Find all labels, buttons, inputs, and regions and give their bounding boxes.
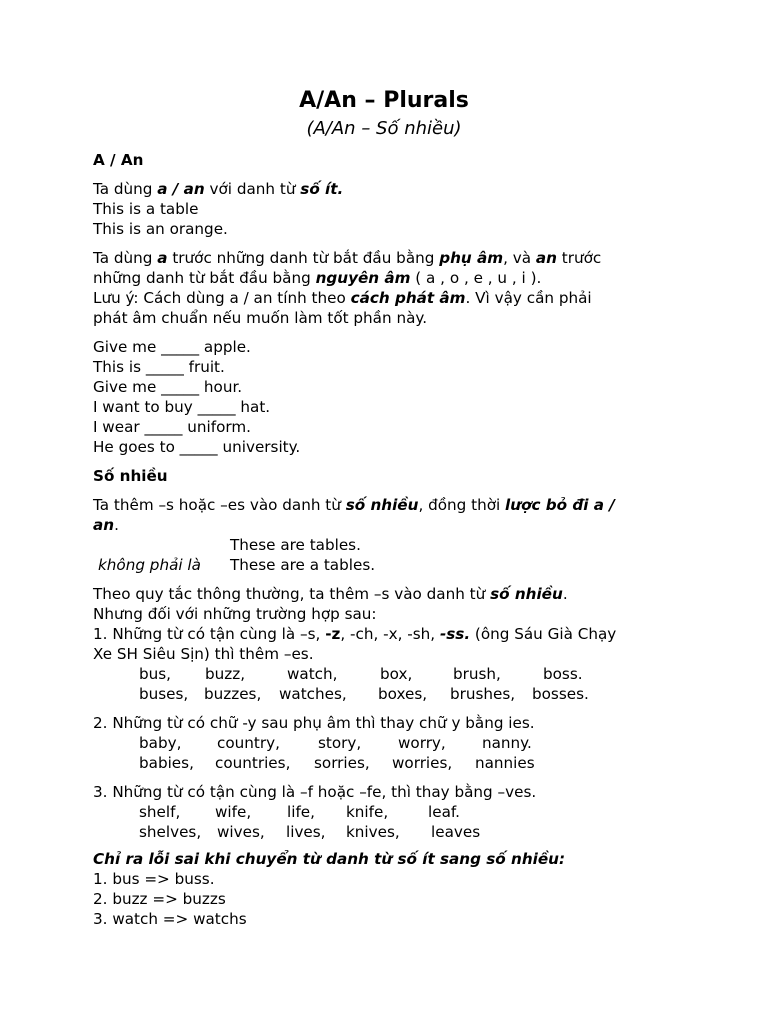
- plural-paragraph: an.: [93, 516, 119, 534]
- word: brush,: [453, 665, 501, 683]
- plural-paragraph: Ta thêm –s hoặc –es vào danh từ số nhiều, đồng thời lược bỏ đi a /: [93, 496, 615, 514]
- word: buzz,: [205, 665, 246, 683]
- word: babies,: [139, 754, 194, 772]
- word: box,: [380, 665, 413, 683]
- page-title: A/An – Plurals: [299, 88, 469, 113]
- word: watch,: [287, 665, 338, 683]
- section-heading-a-an: A / An: [93, 151, 144, 169]
- word: worries,: [392, 754, 453, 772]
- word: leaves: [431, 823, 481, 841]
- word: watches,: [279, 685, 347, 703]
- word: brushes,: [450, 685, 516, 703]
- word: bosses.: [532, 685, 589, 703]
- rule-intro: Theo quy tắc thông thường, ta thêm –s vào danh từ số nhiều.: [93, 585, 568, 603]
- example-sentence: These are a tables.: [230, 556, 376, 574]
- rule-1: Xe SH Siêu Sịn) thì thêm –es.: [93, 645, 314, 663]
- example-sentence: These are tables.: [230, 536, 361, 554]
- word: shelf,: [139, 803, 181, 821]
- word: buzzes,: [204, 685, 262, 703]
- task-item: 2. buzz => buzzs: [93, 890, 226, 908]
- rule-1: 1. Những từ có tận cùng là –s, -z, -ch, -x, -sh, -ss. (ông Sáu Già Chạy: [93, 625, 617, 643]
- word: bus,: [139, 665, 172, 683]
- document-body: [93, 150, 693, 929]
- exercise-item: He goes to _____ university.: [93, 438, 301, 456]
- word: shelves,: [139, 823, 202, 841]
- example-row: [93, 555, 693, 575]
- word: lives,: [286, 823, 326, 841]
- word: leaf.: [428, 803, 460, 821]
- word: story,: [318, 734, 362, 752]
- word: worry,: [398, 734, 446, 752]
- pronunciation-note: Lưu ý: Cách dùng a / an tính theo cách phát âm. Vì vậy cần phải: [93, 289, 592, 307]
- word: knife,: [346, 803, 389, 821]
- word-row-singular: [93, 664, 693, 684]
- word: wife,: [215, 803, 252, 821]
- word-row-plural: [93, 684, 693, 704]
- word: nannies: [475, 754, 535, 772]
- task-item: 1. bus => buss.: [93, 870, 215, 888]
- rule-3: 3. Những từ có tận cùng là –f hoặc –fe, thì thay bằng –ves.: [93, 783, 537, 801]
- word: knives,: [346, 823, 400, 841]
- example-sentence: This is a table: [93, 200, 199, 218]
- word: country,: [217, 734, 280, 752]
- word: wives,: [217, 823, 265, 841]
- word: life,: [287, 803, 315, 821]
- consonant-vowel-rule: Ta dùng a trước những danh từ bắt đầu bằng phụ âm, và an trước: [93, 249, 602, 267]
- word: nanny.: [482, 734, 532, 752]
- word: buses,: [139, 685, 189, 703]
- rule-intro: Nhưng đối với những trường hợp sau:: [93, 605, 377, 623]
- word-row-singular: [93, 802, 693, 822]
- a-an-usage-paragraph: Ta dùng a / an với danh từ số ít.: [93, 180, 344, 198]
- task-heading: Chỉ ra lỗi sai khi chuyển từ danh từ số ít sang số nhiều:: [93, 850, 566, 868]
- word-row-plural: [93, 753, 693, 773]
- rule-2: 2. Những từ có chữ -y sau phụ âm thì thay chữ y bằng ies.: [93, 714, 535, 732]
- exercise-item: Give me _____ hour.: [93, 378, 243, 396]
- word-row-plural: [93, 822, 693, 842]
- exercise-item: I want to buy _____ hat.: [93, 398, 271, 416]
- exercise-item: This is _____ fruit.: [93, 358, 225, 376]
- exercise-item: Give me _____ apple.: [93, 338, 251, 356]
- word: baby,: [139, 734, 182, 752]
- word: boss.: [543, 665, 583, 683]
- consonant-vowel-rule: những danh từ bắt đầu bằng nguyên âm ( a , o , e , u , i ).: [93, 269, 542, 287]
- exercise-item: I wear _____ uniform.: [93, 418, 251, 436]
- word: countries,: [215, 754, 291, 772]
- pronunciation-note: phát âm chuẩn nếu muốn làm tốt phần này.: [93, 309, 428, 327]
- task-item: 3. watch => watchs: [93, 910, 247, 928]
- section-heading-plural: Số nhiều: [93, 467, 168, 485]
- example-sentence: This is an orange.: [93, 220, 228, 238]
- page-subtitle: (A/An – Số nhiều): [306, 118, 462, 139]
- word: boxes,: [378, 685, 428, 703]
- word-row-singular: [93, 733, 693, 753]
- example-row: [93, 535, 693, 555]
- word: sorries,: [314, 754, 370, 772]
- not-label: không phải là: [98, 556, 201, 574]
